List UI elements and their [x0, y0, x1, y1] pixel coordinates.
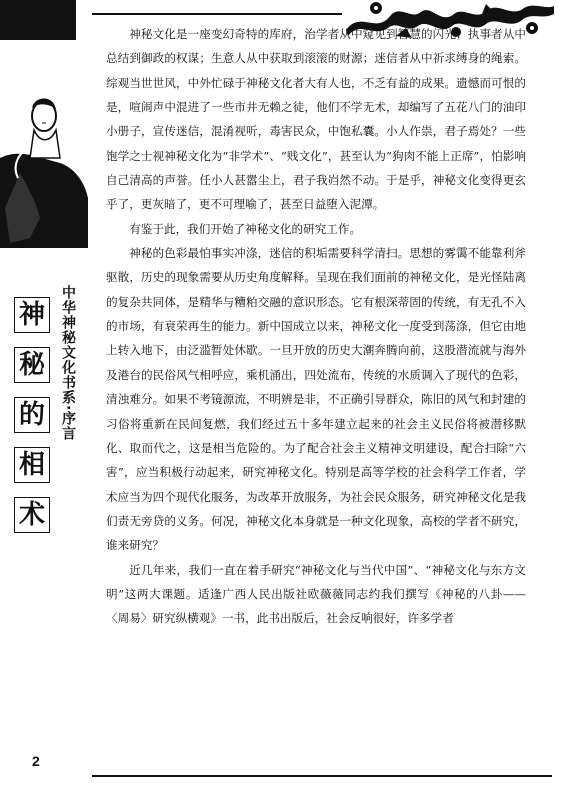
paragraph: 近几年来，我们一直在着手研究“神秘文化与当代中国”、“神秘文化与东方文明”这两大课题。适逢广西人民出版社欧薇薇同志约我们撰写《神秘的八卦——〈周易〉研究纵横观》一书，此书出版后，社会反响很好，许多学者 [106, 562, 526, 626]
series-big-char: 的 [14, 397, 50, 433]
page-number: 2 [32, 753, 40, 769]
series-vertical-title: 中华神秘文化书系·序言 [60, 285, 76, 442]
header-rule [92, 13, 342, 15]
series-big-char: 神 [14, 297, 50, 333]
paragraph: 神秘的色彩最怕事实冲涤，迷信的积垢需要科学清扫。思想的雾霭不能靠利斧驱散，历史的现象需要从历史角度解释。呈现在我们面前的神秘文化，是光怪陆离的复杂共同体，是精华与糟粕交融的意识形态。它有根深蒂固的传统，有无孔不入的市场，有衰荣再生的能力。新中国成立以来，神秘文化一度受到荡涤，但它由地上转入地下，由泛滥暂处休歇。一旦开放的历史大潮奔腾向前，这股潜流就与海外及港台的民俗风气相呼应，乘机涌出，四处流布，传统的水质调入了现代的色彩，清浊难分。如果不考镜源流，不明辨是非，不正确引导群众，陈旧的风气和封建的习俗将重新在民间复燃，我们经过五十多年建立起来的社会主义民俗将被潜移默化、取而代之，这是相当危险的。为了配合社会主义精神文明建设，配合扫除“六害”，应当积极行动起来，研究神秘文化。特别是高等学校的社会科学工作者，学术应当为四个现代化服务，为改革开放服务，为社会民众服务，研究神秘文化是我们责无旁贷的义务。何况，神秘文化本身就是一种文化现象，高校的学者不研究，谁来研究？ [106, 246, 526, 553]
series-big-char: 秘 [14, 347, 50, 383]
portrait-illustration [0, 88, 88, 248]
paragraph: 神秘文化是一座变幻奇特的库府，治学者从中窥见到智慧的闪光；执事者从中总结到御政的权谋；生意人从中获取到滚滚的财源；迷信者从中祈求缚身的绳索。综观当世世风，中外忙碌于神秘文化者大有人也，不乏有益的成果。遗憾而可恨的是，喧闹声中混进了一些市井无赖之徒，他们不学无术，却编写了五花八门的油印小册子，宣传迷信，混淆视听，毒害民众，中饱私囊。小人作祟，君子焉处？一些饱学之士视神秘文化为“非学术”、“贱文化”，甚至认为“狗肉不能上正席”，怕影响自己清高的声誉。任小人甚嚣尘上，君子我岿然不动。于是乎，神秘文化变得更玄乎了，更灰暗了，更不可理喻了，甚至日益堕入泥潭。 [106, 27, 526, 212]
footer-rule [92, 775, 552, 777]
series-big-char: 相 [14, 447, 50, 483]
series-big-char: 术 [14, 497, 50, 533]
header-black-block [0, 0, 76, 40]
body-text [106, 22, 526, 631]
paragraph: 有鉴于此，我们开始了神秘文化的研究工作。 [129, 221, 362, 236]
